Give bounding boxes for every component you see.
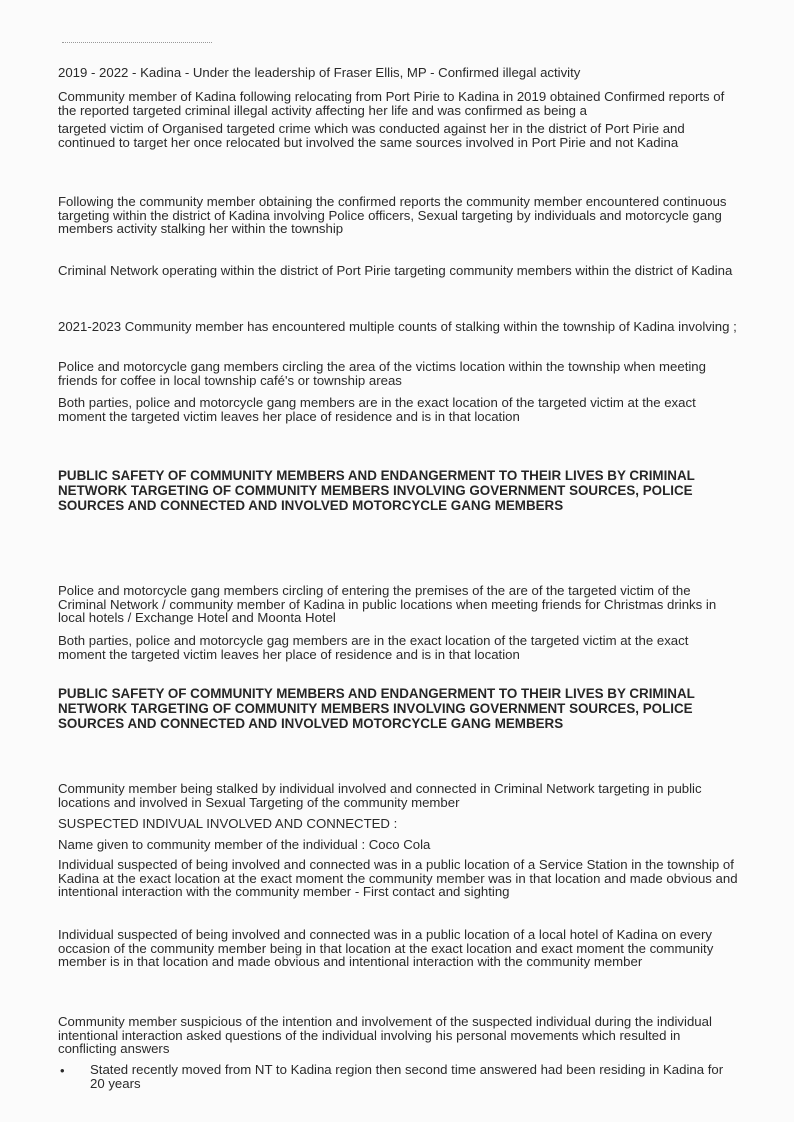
bullet-text: Stated recently moved from NT to Kadina region then second time answered had been residing in Kadina for 20 years — [90, 1062, 724, 1091]
scan-artifact — [62, 42, 212, 47]
paragraph-both-parties-gag: Both parties, police and motorcycle gag members are in the exact location of the targeted victim at the exact moment the targeted victim leaves her place of residence and is in that location — [58, 633, 689, 662]
bullet-marker: • — [60, 1063, 65, 1078]
section-heading-public-safety: PUBLIC SAFETY OF COMMUNITY MEMBERS AND ENDANGERMENT TO THEIR LIVES BY CRIMINAL NETWORK TARGETING OF COMMUNITY MEMBERS INVOLVING GOVERNMENT SOURCES, POLICE SOURCES AND CONNECTED AND INVOLVED MOTORCYCLE GANG MEMBERS — [58, 468, 695, 514]
paragraph-stalking-counts: 2021-2023 Community member has encountered multiple counts of stalking within the township of Kadina involving ; — [58, 319, 737, 334]
paragraph-police-circling: Police and motorcycle gang members circling the area of the victims location within the township when meeting friends for coffee in local township café's or township areas — [58, 359, 706, 388]
paragraph-service-station: Individual suspected of being involved and connected was in a public location of a Service Station in the township of Kadina at the exact location at the exact moment the community member was in that location and made obvious and intentional interaction with the community member - First contact and sighting — [58, 857, 738, 900]
paragraph-relocation: Community member of Kadina following relocating from Port Pirie to Kadina in 2019 obtained Confirmed reports of the reported targeted criminal illegal activity affecting her life and was confirmed as being a — [58, 89, 725, 118]
paragraph-stalked-individual: Community member being stalked by individual involved and connected in Criminal Network targeting in public locations and involved in Sexual Targeting of the community member — [58, 781, 702, 810]
paragraph-targeted-victim: targeted victim of Organised targeted crime which was conducted against her in the district of Port Pirie and continued to target her once relocated but involved the same sources involved in Port Pirie and not Kadina — [58, 121, 685, 150]
paragraph-christmas-drinks: Police and motorcycle gang members circling of entering the premises of the are of the targeted victim of the Criminal Network / community member of Kadina in public locations when meeting friends for Christmas drinks in local hotels / Exchange Hotel and Moonta Hotel — [58, 583, 717, 626]
paragraph-both-parties: Both parties, police and motorcycle gang members are in the exact location of the targeted victim at the exact moment the targeted victim leaves her place of residence and is in that location — [58, 395, 696, 424]
paragraph-local-hotel: Individual suspected of being involved and connected was in a public location of a local hotel of Kadina on every occasion of the community member being in that location at the exact location and exact moment the community member is in that location and made obvious and intentional interaction with the community member — [58, 927, 714, 970]
paragraph-criminal-network: Criminal Network operating within the district of Port Pirie targeting community members within the district of Kadina — [58, 263, 733, 278]
paragraph-suspicious-intention: Community member suspicious of the intention and involvement of the suspected individual during the individual intentional interaction asked questions of the individual involving his personal movements which resulted in conflicting answers — [58, 1014, 712, 1057]
section-heading-public-safety-repeat: PUBLIC SAFETY OF COMMUNITY MEMBERS AND ENDANGERMENT TO THEIR LIVES BY CRIMINAL NETWORK TARGETING OF COMMUNITY MEMBERS INVOLVING GOVERNMENT SOURCES, POLICE SOURCES AND CONNECTED AND INVOLVED MOTORCYCLE GANG MEMBERS — [58, 686, 695, 732]
paragraph-leadership: 2019 - 2022 - Kadina - Under the leadership of Fraser Ellis, MP - Confirmed illegal activity — [58, 65, 581, 80]
paragraph-continuous-targeting: Following the community member obtaining the confirmed reports the community member encountered continuous targeting within the district of Kadina involving Police officers, Sexual targeting by individuals and motorcycle gang members activity stalking her within the township — [58, 194, 727, 237]
paragraph-individual-name: Name given to community member of the individual : Coco Cola — [58, 837, 431, 852]
subheading-suspected-individual: SUSPECTED INDIVUAL INVOLVED AND CONNECTED : — [58, 816, 398, 831]
